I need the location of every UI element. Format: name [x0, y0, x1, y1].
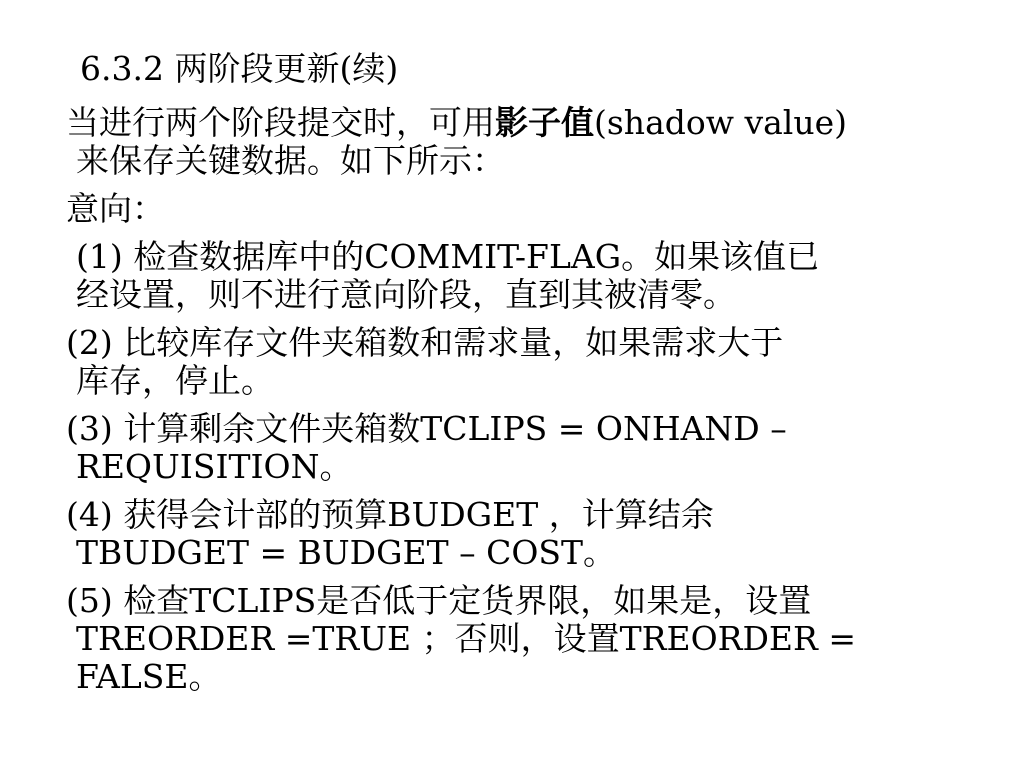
slide-body: [66, 100, 966, 696]
step-4-line-2: TBUDGET = BUDGET – COST。: [76, 533, 617, 572]
intro-paragraph: [66, 104, 966, 180]
intro-term-english: (shadow value): [594, 103, 847, 142]
intro-text: 当进行两个阶段提交时，可用: [66, 103, 495, 142]
step-4: [66, 496, 966, 572]
shadow-value-term: 影子值: [495, 103, 594, 142]
step-3: [66, 410, 966, 486]
step-1-line-2: 经设置，则不进行意向阶段，直到其被清零。: [76, 275, 736, 314]
step-1: [66, 238, 966, 314]
step-2-line-1: (2) 比较库存文件夹箱数和需求量，如果需求大于: [66, 323, 784, 362]
step-2: [66, 324, 966, 400]
step-1-line-1: (1) 检查数据库中的COMMIT-FLAG。如果该值已: [76, 237, 820, 276]
intent-label: 意向：: [66, 189, 165, 228]
step-2-line-2: 库存，停止。: [76, 361, 274, 400]
step-3-line-2: REQUISITION。: [76, 447, 353, 486]
intro-line-2: 来保存关键数据。如下所示：: [76, 141, 505, 180]
step-5-line-3: FALSE。: [76, 657, 222, 696]
step-3-line-1: (3) 计算剩余文件夹箱数TCLIPS = ONHAND –: [66, 409, 787, 448]
step-5-line-1: (5) 检查TCLIPS是否低于定货界限，如果是，设置: [66, 581, 812, 620]
step-5-line-2: TREORDER =TRUE ；否则，设置TREORDER =: [76, 619, 857, 658]
step-4-line-1: (4) 获得会计部的预算BUDGET ，计算结余: [66, 495, 714, 534]
intro-line-1: [66, 104, 966, 142]
slide-title: 6.3.2 两阶段更新(续): [80, 49, 399, 88]
step-5: [66, 582, 966, 696]
